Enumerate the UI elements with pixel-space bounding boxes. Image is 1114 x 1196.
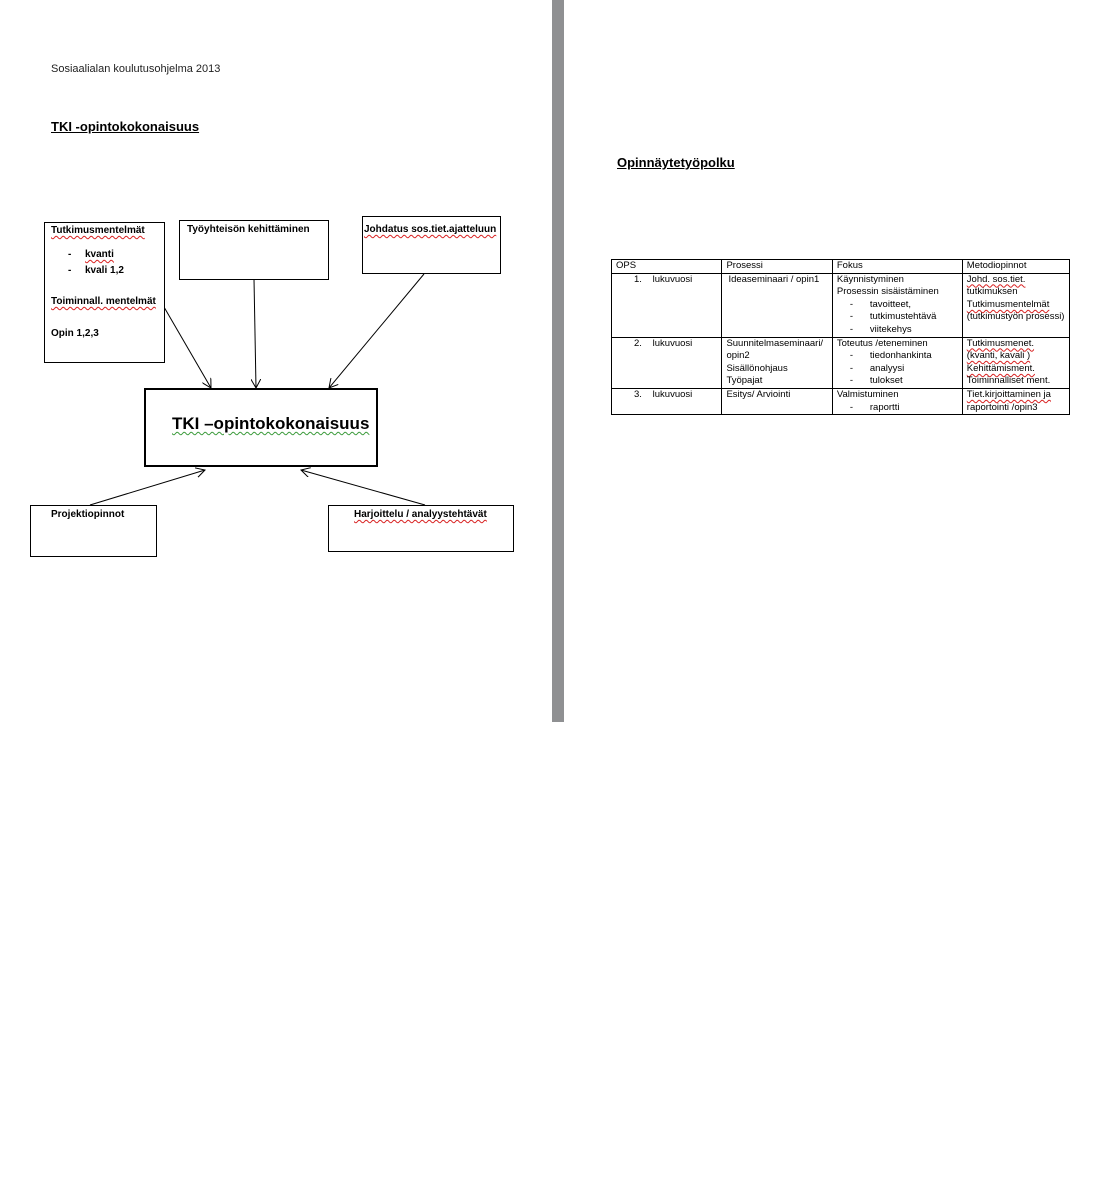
left-page-title: TKI -opintokokonaisuus — [51, 119, 200, 134]
leadership-label: Johdatus sos.tiet.ajatteluun — [364, 224, 497, 235]
methods-cell: Tutkimusmenet. (kvanti, kavali ) Kehittämisment. Toiminnalliset ment. — [962, 337, 1069, 388]
practice-box — [328, 505, 514, 552]
table-row — [612, 337, 1070, 388]
table-row — [612, 273, 1070, 337]
column-header: Fokus — [832, 260, 962, 274]
methods-line3: Opin 1,2,3 — [51, 328, 99, 339]
project-box — [30, 505, 157, 557]
arrow-leadership — [329, 274, 424, 388]
document-header: Sosiaalialan koulutusohjelma 2013 — [51, 63, 221, 75]
methods-box: Tutkimusmentelmät - kvanti - kvali 1,2 Toiminnall. mentelmät Opin 1,2,3 — [44, 222, 165, 363]
arrow-methods — [164, 307, 211, 388]
ops-cell: 2. lukuvuosi — [612, 337, 722, 388]
focus-cell: Valmistuminen - raportti — [832, 388, 962, 414]
practice-label: Harjoittelu / analyystehtävät — [354, 509, 487, 520]
ops-cell: 1. lukuvuosi — [612, 273, 722, 337]
right-page-title: Opinnäytetyöpolku — [617, 155, 735, 170]
arrow-practice — [301, 470, 425, 505]
methods-heading: Tutkimusmentelmät — [51, 225, 145, 236]
process-cell: Suunnitelmaseminaari/ opin2 Sisällönohjaus Työpajat — [722, 337, 832, 388]
central-label: TKI –opintokokonaisuus — [172, 414, 370, 433]
methods-cell: Tiet.kirjoittaminen ja raportointi /opin3 — [962, 388, 1069, 414]
arrow-community — [254, 279, 256, 388]
leadership-box — [362, 216, 501, 274]
focus-cell: Käynnistyminen Prosessin sisäistäminen - tavoitteet, - tutkimustehtävä - viitekehys — [832, 273, 962, 337]
column-header: Prosessi — [722, 260, 832, 274]
process-cell: Ideaseminaari / opin1 — [722, 273, 832, 337]
project-label: Projektiopinnot — [51, 509, 125, 520]
thesis-path-table — [611, 259, 1070, 415]
focus-cell: Toteutus /eteneminen - tiedonhankinta - analyysi - tulokset — [832, 337, 962, 388]
table-row — [612, 388, 1070, 414]
methods-line2: Toiminnall. mentelmät — [51, 296, 156, 307]
process-cell: Esitys/ Arviointi — [722, 388, 832, 414]
column-header: OPS — [612, 260, 722, 274]
ops-cell: 3. lukuvuosi — [612, 388, 722, 414]
community-box — [179, 220, 329, 280]
column-header: Metodiopinnot — [962, 260, 1069, 274]
community-label: Työyhteisön kehittäminen — [187, 224, 310, 235]
central-box — [144, 388, 378, 467]
table-header-row — [612, 260, 1070, 274]
methods-cell: Johd. sos.tiet. tutkimuksen Tutkimusmentelmät (tutkimustyön prosessi) — [962, 273, 1069, 337]
arrow-project — [90, 470, 205, 505]
